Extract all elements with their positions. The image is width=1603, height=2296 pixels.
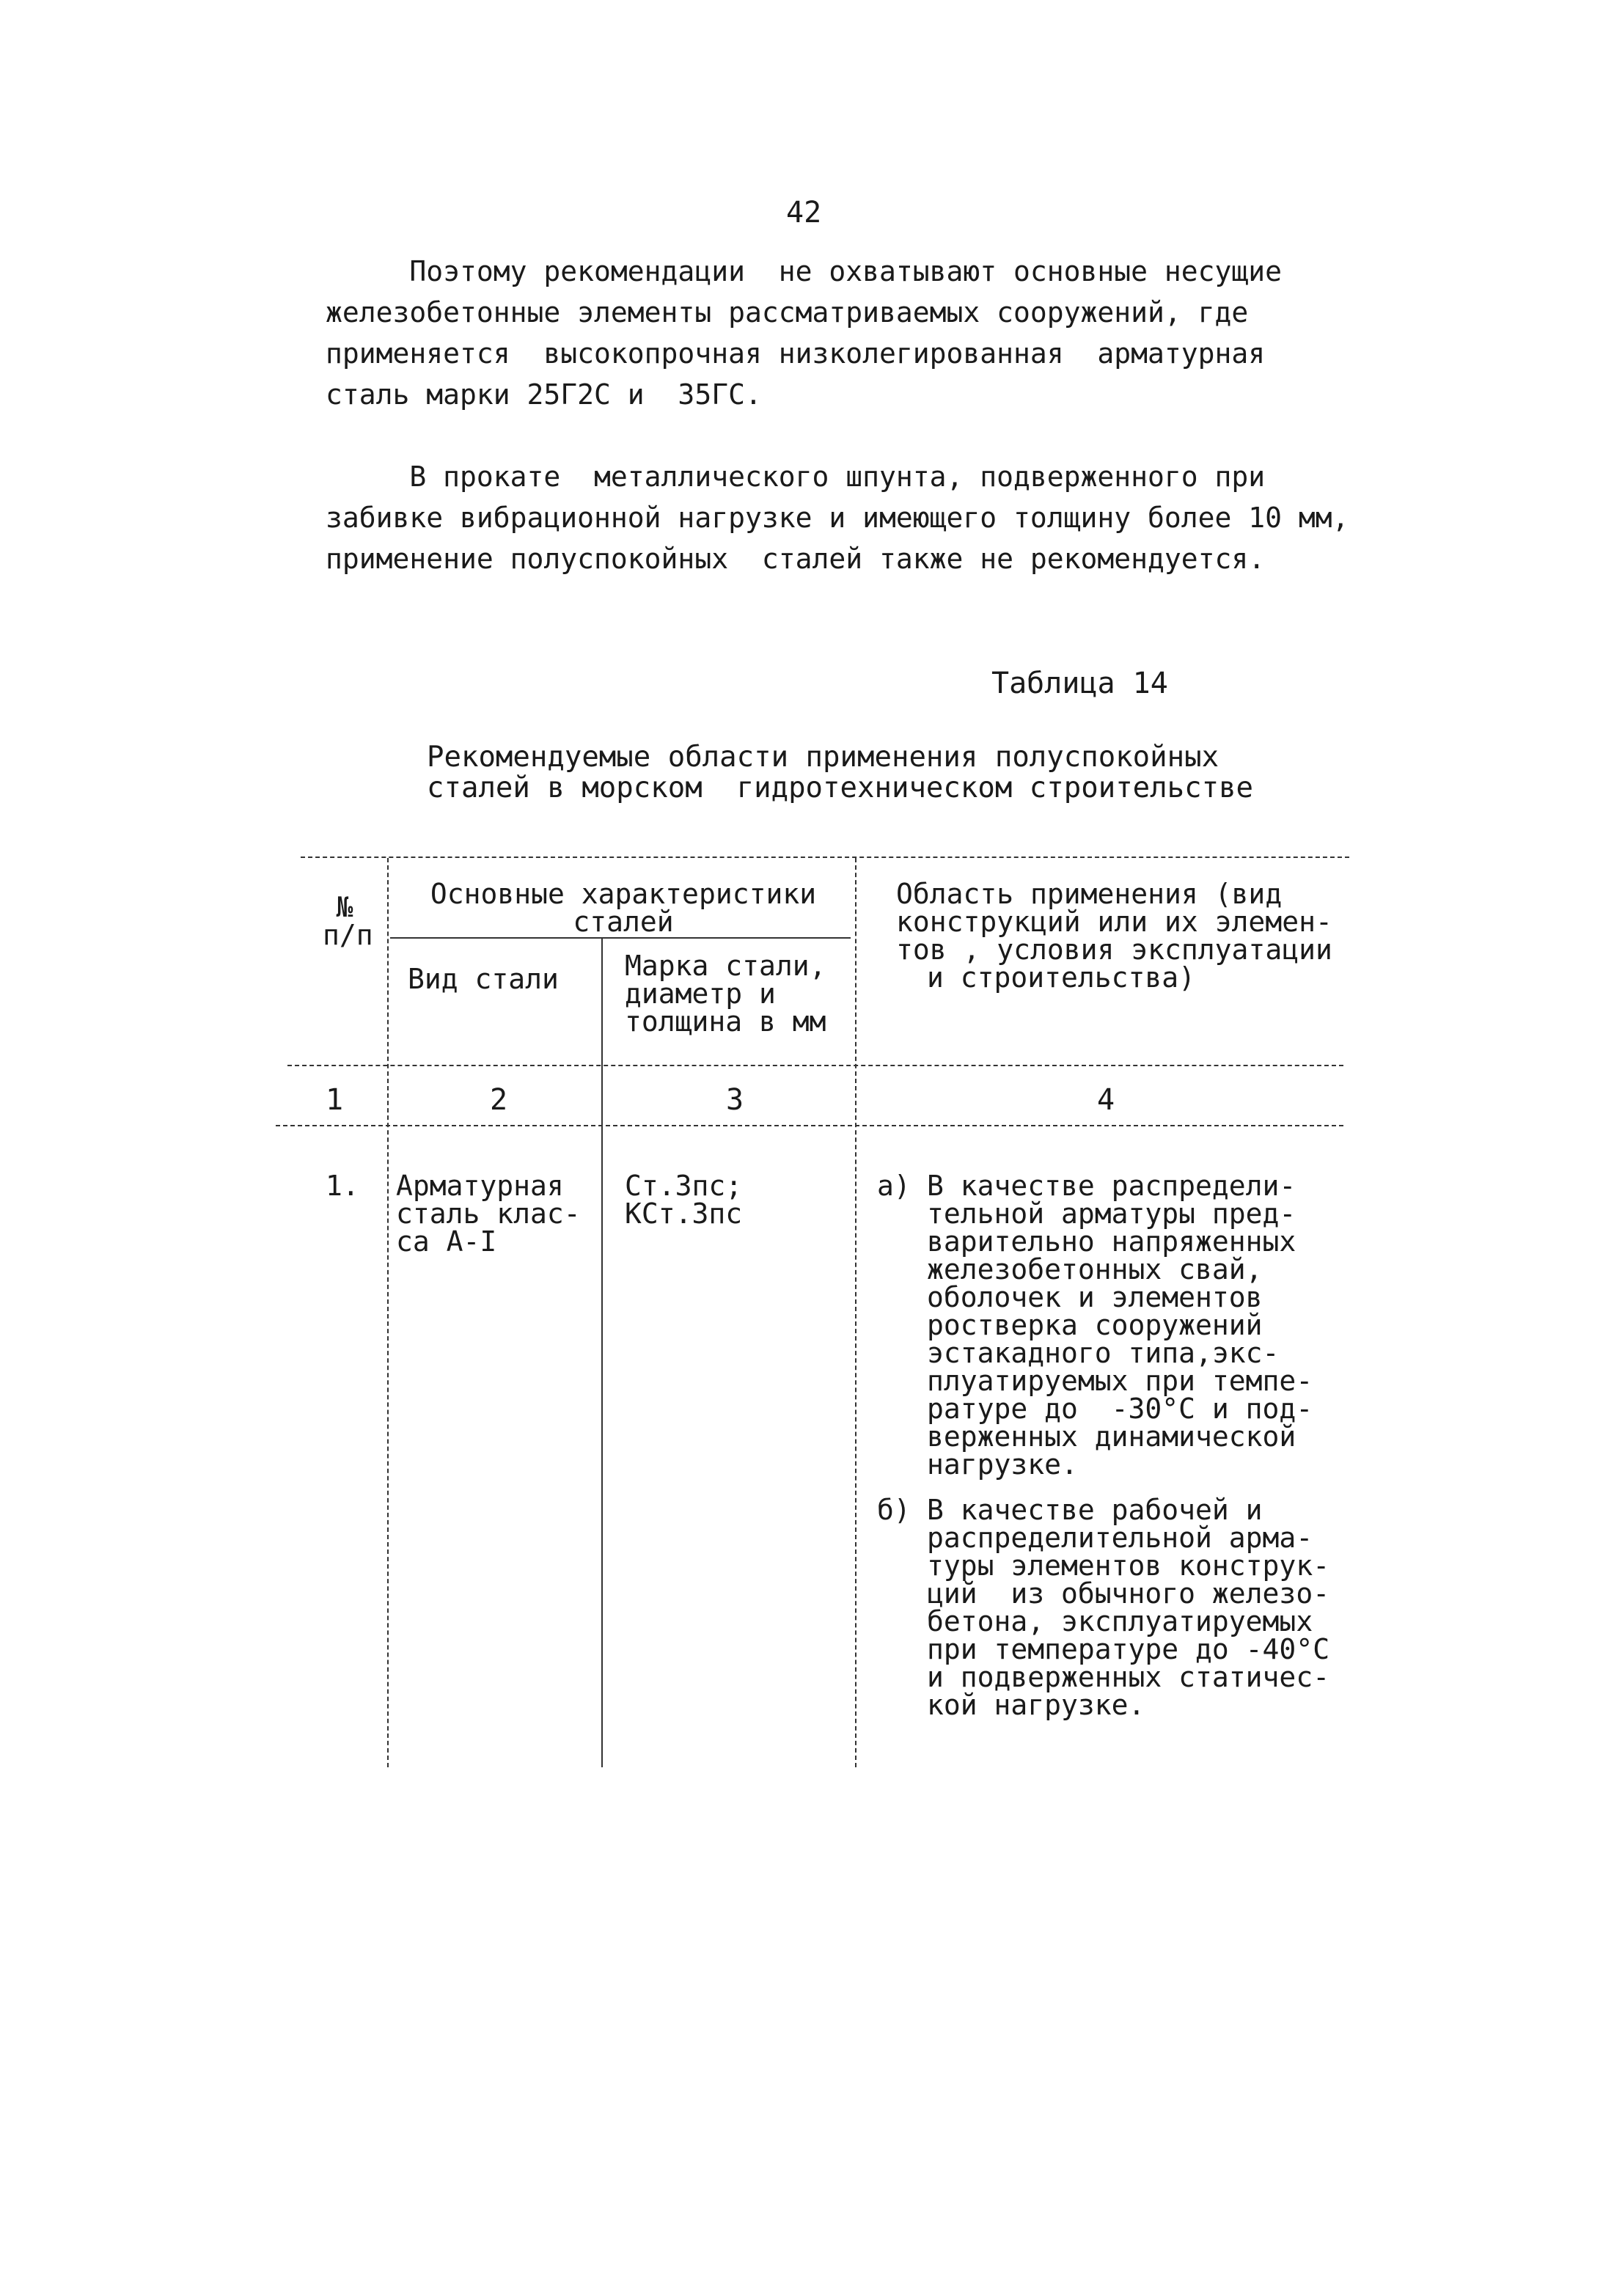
application-line: тельной арматуры пред- <box>927 1197 1296 1230</box>
paragraph-line: железобетонные элементы рассматриваемых сооружений, где <box>326 296 1249 329</box>
application-line: варительно напряженных <box>927 1225 1296 1258</box>
paragraph-line: Поэтому рекомендации не охватывают основные несущие <box>326 255 1283 287</box>
column-number-2: 2 <box>490 1083 508 1117</box>
header-num-line: № <box>336 891 353 923</box>
row-grade-line: Ст.3пс; <box>625 1170 743 1202</box>
application-marker: а) <box>877 1170 911 1202</box>
header-application-line: и строительства) <box>927 961 1196 994</box>
column-number-1: 1 <box>326 1083 344 1117</box>
paragraph-line: применяется высокопрочная низколегированная арматурная <box>326 337 1266 370</box>
row-steel-type-line: Арматурная <box>396 1170 564 1202</box>
row-grade-line: КСт.3пс <box>625 1197 743 1230</box>
application-line: и подверженных статичес- <box>927 1661 1330 1693</box>
header-grade-line: диаметр и <box>625 978 776 1010</box>
header-application-line: тов , условия эксплуатации <box>896 934 1332 966</box>
page-number: 42 <box>786 196 822 230</box>
column-number-4: 4 <box>1097 1083 1115 1117</box>
header-application-line: конструкций или их элемен- <box>896 906 1332 938</box>
application-line: В качестве рабочей и <box>927 1494 1263 1526</box>
application-line: эстакадного типа,экс- <box>927 1337 1280 1369</box>
header-num-line: п/п <box>323 919 373 951</box>
application-line: распределительной арма- <box>927 1522 1313 1554</box>
header-grade <box>625 950 826 1038</box>
table-title-line: Рекомендуемые области применения полуспокойных <box>427 741 1219 774</box>
application-marker: б) <box>877 1494 911 1526</box>
application-line: нагрузке. <box>927 1448 1078 1481</box>
row-steel-type <box>396 1170 581 1258</box>
table-top-rule <box>301 857 1349 858</box>
col-divider-1 <box>387 858 389 1767</box>
row-number-text: 1. <box>326 1170 359 1202</box>
table-label: Таблица 14 <box>991 667 1168 700</box>
application-line: кой нагрузке. <box>927 1689 1145 1721</box>
header-application-line: Область применения (вид <box>896 878 1283 910</box>
paragraph-line: забивке вибрационной нагрузке и имеющего толщину более 10 мм, <box>326 502 1349 534</box>
row-steel-type-line: сталь клас- <box>396 1197 581 1230</box>
application-line: туры элементов конструк- <box>927 1549 1330 1582</box>
paragraph-line: В прокате металлического шпунта, подверженного при <box>326 461 1266 493</box>
application-line: при температуре до -40°С <box>927 1633 1330 1665</box>
paragraph-2 <box>326 456 1352 579</box>
paragraph-line: сталь марки 25Г2С и 35ГС. <box>326 378 762 411</box>
application-line: железобетонных свай, <box>927 1253 1263 1285</box>
col-divider-3 <box>855 858 856 1767</box>
application-line: ций из обычного железо- <box>927 1577 1330 1610</box>
row-number <box>326 1172 359 1200</box>
table-title-line: сталей в морском гидротехническом строительстве <box>427 771 1254 804</box>
application-line: верженных динамической <box>927 1420 1296 1453</box>
col-divider-2 <box>601 939 603 1767</box>
header-group-line: сталей <box>573 906 674 938</box>
application-line: плуатируемых при темпе- <box>927 1365 1313 1397</box>
numbers-bottom-rule <box>276 1125 1343 1126</box>
application-line: В качестве распредели- <box>927 1170 1296 1202</box>
application-line: оболочек и элементов <box>927 1281 1263 1313</box>
application-a-lines <box>927 1170 1313 1481</box>
header-num <box>323 891 373 951</box>
header-bottom-rule <box>287 1065 1343 1066</box>
row-steel-type-line: са А-I <box>396 1225 497 1258</box>
table-title <box>427 742 1253 804</box>
paragraph-1 <box>326 251 1352 415</box>
header-grade-line: толщина в мм <box>625 1005 826 1038</box>
application-b-lines <box>927 1496 1329 1719</box>
header-application <box>896 878 1332 994</box>
header-group <box>411 880 836 936</box>
application-line: ратуре до -30°С и под- <box>927 1393 1313 1425</box>
header-group-line: Основные характеристики <box>430 878 817 910</box>
paragraph-line: применение полуспокойных сталей также не рекомендуется. <box>326 543 1266 575</box>
application-line: ростверка сооружений <box>927 1309 1263 1341</box>
application-line: бетона, эксплуатируемых <box>927 1605 1313 1637</box>
header-steel-type-line: Вид стали <box>408 963 559 995</box>
header-steel-type <box>408 965 559 993</box>
header-grade-line: Марка стали, <box>625 950 826 982</box>
row-grade <box>625 1172 742 1228</box>
column-number-3: 3 <box>726 1083 744 1117</box>
